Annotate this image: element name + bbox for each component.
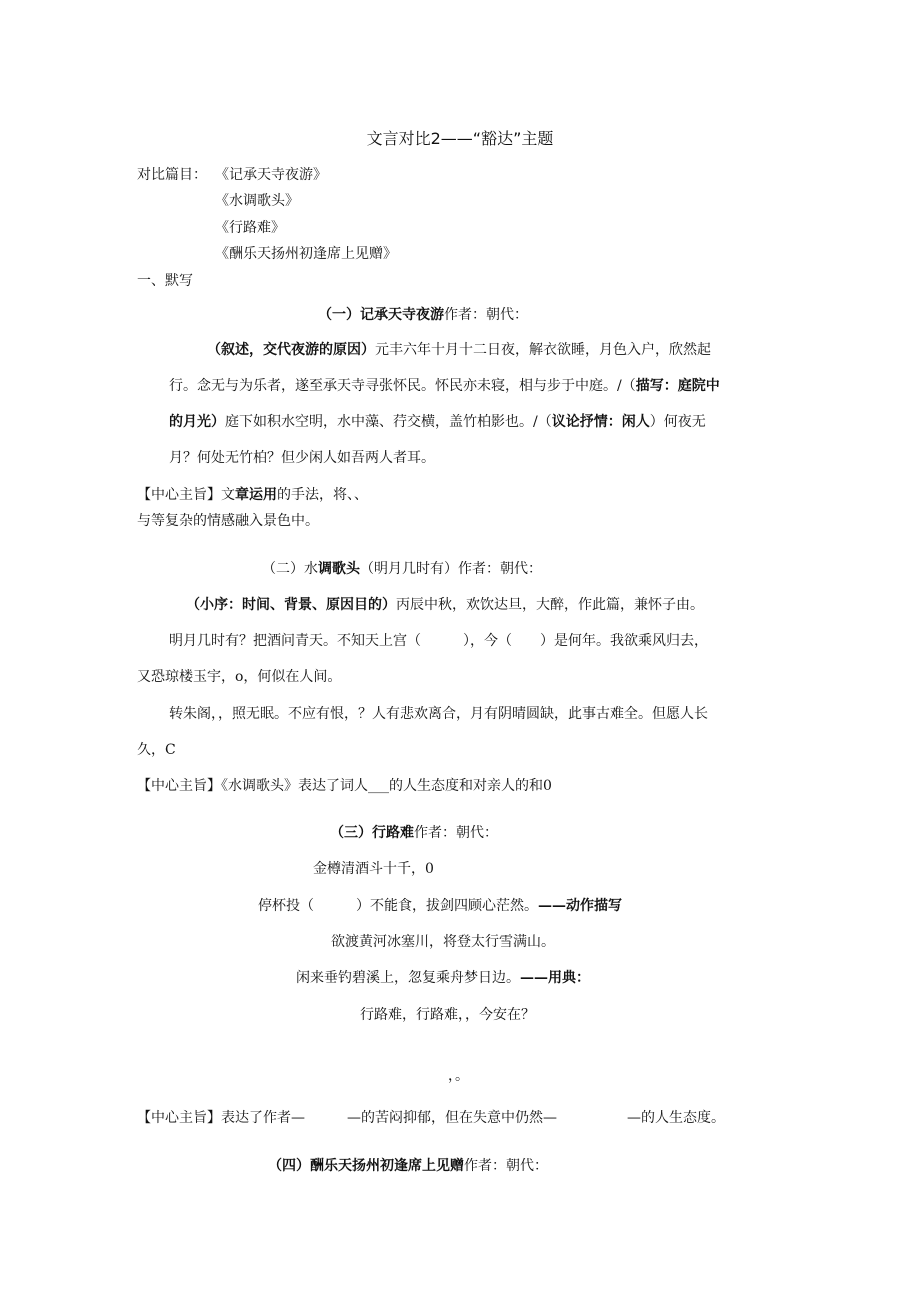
- part1-note-3: 的月光）: [169, 414, 225, 430]
- part2-title: 调歌头: [318, 561, 360, 577]
- part4-title: （四）酬乐天扬州初逢席上见赠: [268, 1158, 464, 1174]
- part2-heading-a: （二）水: [262, 561, 318, 577]
- part2-line-4: 久，C: [137, 742, 176, 758]
- compare-label: 对比篇目：: [137, 167, 207, 183]
- part3-line-6: ，。: [448, 1068, 469, 1084]
- section-heading: 一、默写: [137, 273, 193, 289]
- part2-preface-text: 丙辰中秋，欢饮达旦，大醉，作此篇，兼怀子由。: [396, 597, 704, 613]
- part1-text-2: 行。念无与为乐者，遂至承天寺寻张怀民。怀民亦未寝，相与步于中庭。/（: [169, 378, 636, 394]
- part1-title: （一）记承天寺夜游: [318, 307, 444, 323]
- part1-note-1: （叙述，交代夜游的原因）: [207, 342, 375, 358]
- part3-note-1: ——动作描写: [538, 898, 622, 914]
- part1-text-1: 元丰六年十月十二日夜，解衣欲睡，月色入户，欣然起: [375, 342, 711, 358]
- page-title: 文言对比2——“豁达”主题: [366, 129, 554, 148]
- part3-title: （三）行路难: [330, 825, 414, 841]
- compare-item-3: 《行路难》: [215, 220, 285, 236]
- part3-line-5: 行路难，行路难，，今安在？: [360, 1007, 535, 1023]
- part3-line-1: 金樽清酒斗十千，0: [313, 861, 434, 877]
- part2-line-1: 明月几时有？把酒问青天。不知天上宫（ ），今（ ）是何年。我欲乘风归去，: [169, 633, 708, 649]
- part1-author: 作者：朝代：: [444, 307, 528, 323]
- part3-heading: [330, 824, 498, 842]
- part2-heading: [262, 560, 542, 578]
- part1-note-2: 描写：庭院中: [635, 378, 720, 394]
- part2-preface: [186, 596, 704, 614]
- part3-author: 作者：朝代：: [414, 825, 498, 841]
- part3-line-3: 欲渡黄河冰塞川，将登太行雪满山。: [331, 934, 555, 950]
- part2-line-3: 转朱阁，，照无眠。不应有恨，？人有悲欢离合，月有阴晴圆缺，此事古难全。但愿人长: [169, 706, 708, 722]
- part2-preface-note: （小序：时间、背景、原因目的）: [186, 597, 396, 613]
- part1-line-2: [169, 377, 720, 395]
- part1-theme: [137, 486, 368, 504]
- part2-theme: 【中心主旨】《水调歌头》表达了词人___的人生态度和对亲人的和0: [137, 778, 552, 794]
- compare-item-1: 《记承天寺夜游》: [215, 167, 327, 183]
- part1-text-3: 庭下如积水空明，水中藻、荇交横，盖竹柏影也。/（: [225, 414, 552, 430]
- part1-line-1: [207, 341, 711, 359]
- part2-line-2: 又恐琼楼玉宇，o，何似在人间。: [137, 669, 342, 685]
- part1-theme-bold: 章运用: [235, 487, 277, 503]
- part1-line-3: [169, 413, 706, 431]
- part1-note-4: 议论抒情：闲人: [551, 414, 650, 430]
- part1-text-3b: ）何夜无: [649, 414, 706, 430]
- part3-theme: 【中心主旨】表达了作者— —的苦闷抑郁，但在失意中仍然— —的人生态度。: [137, 1110, 725, 1126]
- part3-text-2: 停杯投（ ）不能食，拔剑四顾心茫然。: [258, 898, 538, 914]
- part1-heading: [318, 306, 528, 324]
- compare-item-2: 《水调歌头》: [215, 193, 299, 209]
- part1-theme-line-2: 与等复杂的情感融入景色中。: [137, 513, 319, 529]
- part3-line-4: [296, 969, 590, 987]
- part3-note-2: ——用典：: [520, 970, 590, 986]
- part4-heading: [268, 1157, 548, 1175]
- part1-theme-text: 的手法，将、、: [277, 487, 368, 503]
- part2-author: （明月几时有）作者：朝代：: [360, 561, 542, 577]
- part4-author: 作者：朝代：: [464, 1158, 548, 1174]
- part1-line-4: 月？何处无竹柏？但少闲人如吾两人者耳。: [169, 450, 435, 466]
- part1-theme-label: 【中心主旨】文: [137, 487, 235, 503]
- compare-item-4: 《酬乐天扬州初逢席上见赠》: [215, 246, 397, 262]
- part3-line-2: [258, 897, 622, 915]
- part3-text-4: 闲来垂钓碧溪上，忽复乘舟梦日边。: [296, 970, 520, 986]
